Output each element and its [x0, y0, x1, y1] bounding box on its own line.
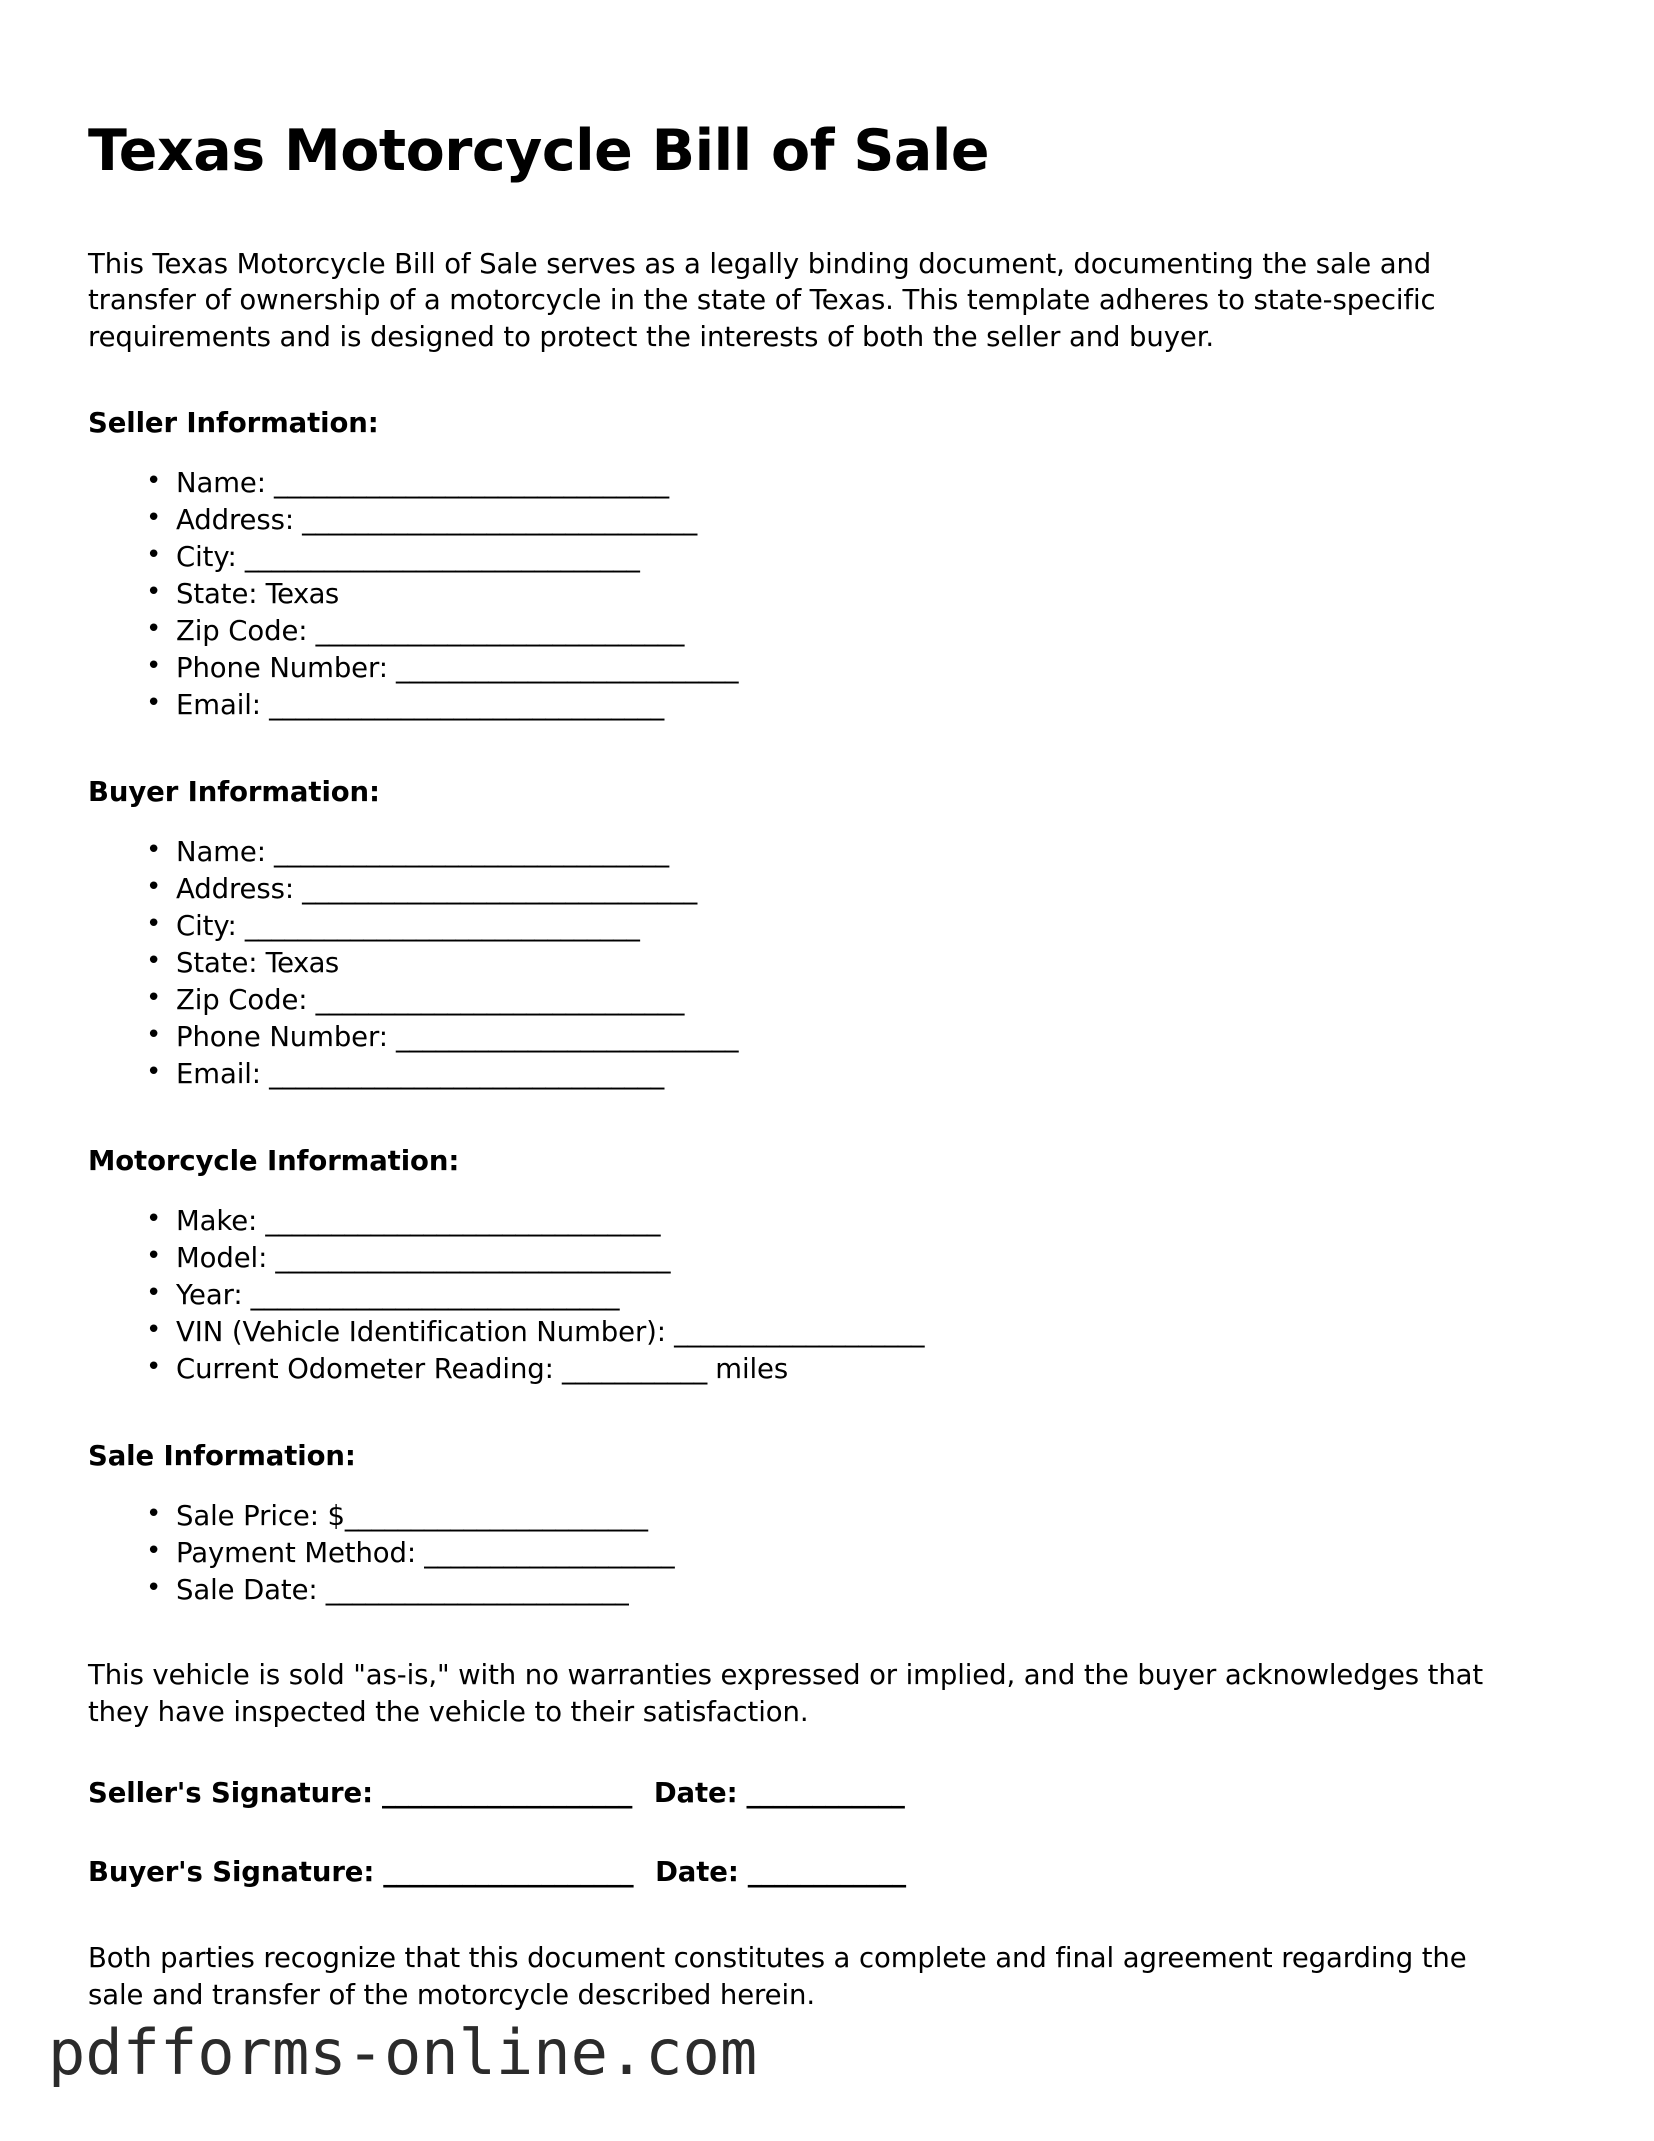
seller-signature-blank[interactable]: ___________________	[372, 1777, 632, 1810]
field-blank[interactable]: ______________________________	[265, 467, 669, 500]
field-label: Address:	[176, 504, 294, 537]
list-item	[140, 908, 1566, 945]
field-label: Model:	[176, 1242, 268, 1275]
field-label: Sale Date:	[176, 1574, 318, 1607]
field-label: Name:	[176, 467, 266, 500]
field-blank: Texas	[257, 578, 339, 611]
field-blank[interactable]: ___________	[553, 1353, 707, 1386]
field-blank[interactable]: ______________________________	[236, 541, 640, 574]
field-label: VIN (Vehicle Identification Number):	[176, 1316, 666, 1349]
field-label: State:	[176, 947, 258, 980]
seller-date-blank[interactable]: ____________	[737, 1777, 905, 1810]
list-item	[140, 1351, 1566, 1388]
field-blank[interactable]: ____________________________	[242, 1279, 619, 1312]
seller-signature-row	[88, 1777, 1566, 1809]
closing-paragraph: Both parties recognize that this document constitutes a complete and final agreement regarding the sale and transfer of the motorcycle described herein.	[88, 1942, 1467, 2011]
sale-field-list	[88, 1498, 1566, 1609]
field-blank[interactable]: _______________________	[317, 1574, 629, 1607]
field-label: City:	[176, 910, 237, 943]
buyer-field-list	[88, 834, 1566, 1093]
field-blank[interactable]: __________________________	[387, 1021, 738, 1054]
motorcycle-information-heading: Motorcycle Information:	[88, 1145, 460, 1178]
buyer-signature-label: Buyer's Signature:	[88, 1856, 375, 1889]
list-item	[140, 1572, 1566, 1609]
list-item	[140, 871, 1566, 908]
field-label: Year:	[176, 1279, 243, 1312]
field-blank[interactable]: ______________________________	[293, 504, 697, 537]
field-blank[interactable]: _______________________	[344, 1500, 648, 1533]
field-blank[interactable]: ______________________________	[260, 689, 664, 722]
buyer-date-blank[interactable]: ____________	[738, 1856, 906, 1889]
list-item	[140, 539, 1566, 576]
sale-information-heading: Sale Information:	[88, 1440, 356, 1473]
list-item	[140, 945, 1566, 982]
buyer-signature-blank[interactable]: ___________________	[374, 1856, 634, 1889]
list-item	[140, 1498, 1566, 1535]
list-item	[140, 613, 1566, 650]
field-label: Payment Method:	[176, 1537, 417, 1570]
field-blank[interactable]: ______________________________	[260, 1058, 664, 1091]
field-suffix: miles	[706, 1353, 789, 1386]
field-blank[interactable]: ___________________	[665, 1316, 924, 1349]
field-label: Current Odometer Reading:	[176, 1353, 554, 1386]
watermark-pdfforms-online: pdfforms-online.com	[48, 2016, 758, 2089]
list-item	[140, 687, 1566, 724]
field-label: State:	[176, 578, 258, 611]
field-label: City:	[176, 541, 237, 574]
list-item	[140, 1240, 1566, 1277]
list-item	[140, 1019, 1566, 1056]
seller-information-heading: Seller Information:	[88, 407, 379, 440]
field-blank[interactable]: ______________________________	[236, 910, 640, 943]
list-item	[140, 576, 1566, 613]
buyer-date-label: Date:	[655, 1856, 739, 1889]
list-item	[140, 650, 1566, 687]
field-label: Sale Price: $	[176, 1500, 345, 1533]
seller-date-label: Date:	[653, 1777, 738, 1810]
list-item	[140, 1056, 1566, 1093]
list-item	[140, 1314, 1566, 1351]
field-label: Address:	[176, 873, 294, 906]
list-item	[140, 1277, 1566, 1314]
intro-paragraph: This Texas Motorcycle Bill of Sale serves as a legally binding document, documenting the sale and transfer of ownership of a motorcycle in the state of Texas. This template adheres to state-specific requirements and is designed to protect the interests of both the seller and buyer.	[88, 247, 1436, 353]
field-label: Zip Code:	[176, 615, 308, 648]
field-blank[interactable]: ____________________________	[307, 984, 684, 1017]
seller-field-list	[88, 465, 1566, 724]
field-label: Phone Number:	[176, 1021, 388, 1054]
field-blank[interactable]: __________________________	[387, 652, 738, 685]
page-title: Texas Motorcycle Bill of Sale	[88, 118, 990, 184]
list-item	[140, 1535, 1566, 1572]
field-blank[interactable]: ____________________________	[307, 615, 684, 648]
field-blank[interactable]: ______________________________	[265, 836, 669, 869]
buyer-information-heading: Buyer Information:	[88, 776, 380, 809]
field-blank[interactable]: ______________________________	[257, 1205, 660, 1238]
motorcycle-field-list	[88, 1203, 1566, 1388]
list-item	[140, 1203, 1566, 1240]
field-blank[interactable]: ___________________	[416, 1537, 675, 1570]
list-item	[140, 834, 1566, 871]
list-item	[140, 982, 1566, 1019]
field-blank: Texas	[257, 947, 339, 980]
field-label: Zip Code:	[176, 984, 308, 1017]
field-label: Make:	[176, 1205, 258, 1238]
field-label: Name:	[176, 836, 266, 869]
field-blank[interactable]: ______________________________	[293, 873, 697, 906]
list-item	[140, 502, 1566, 539]
field-label: Phone Number:	[176, 652, 388, 685]
field-label: Email:	[176, 1058, 261, 1091]
field-blank[interactable]: ______________________________	[267, 1242, 670, 1275]
as-is-paragraph: This vehicle is sold "as-is," with no warranties expressed or implied, and the buyer acknowledges that they have inspected the vehicle to their satisfaction.	[88, 1659, 1484, 1728]
field-label: Email:	[176, 689, 261, 722]
seller-signature-label: Seller's Signature:	[88, 1777, 373, 1810]
buyer-signature-row	[88, 1856, 1566, 1888]
list-item	[140, 465, 1566, 502]
